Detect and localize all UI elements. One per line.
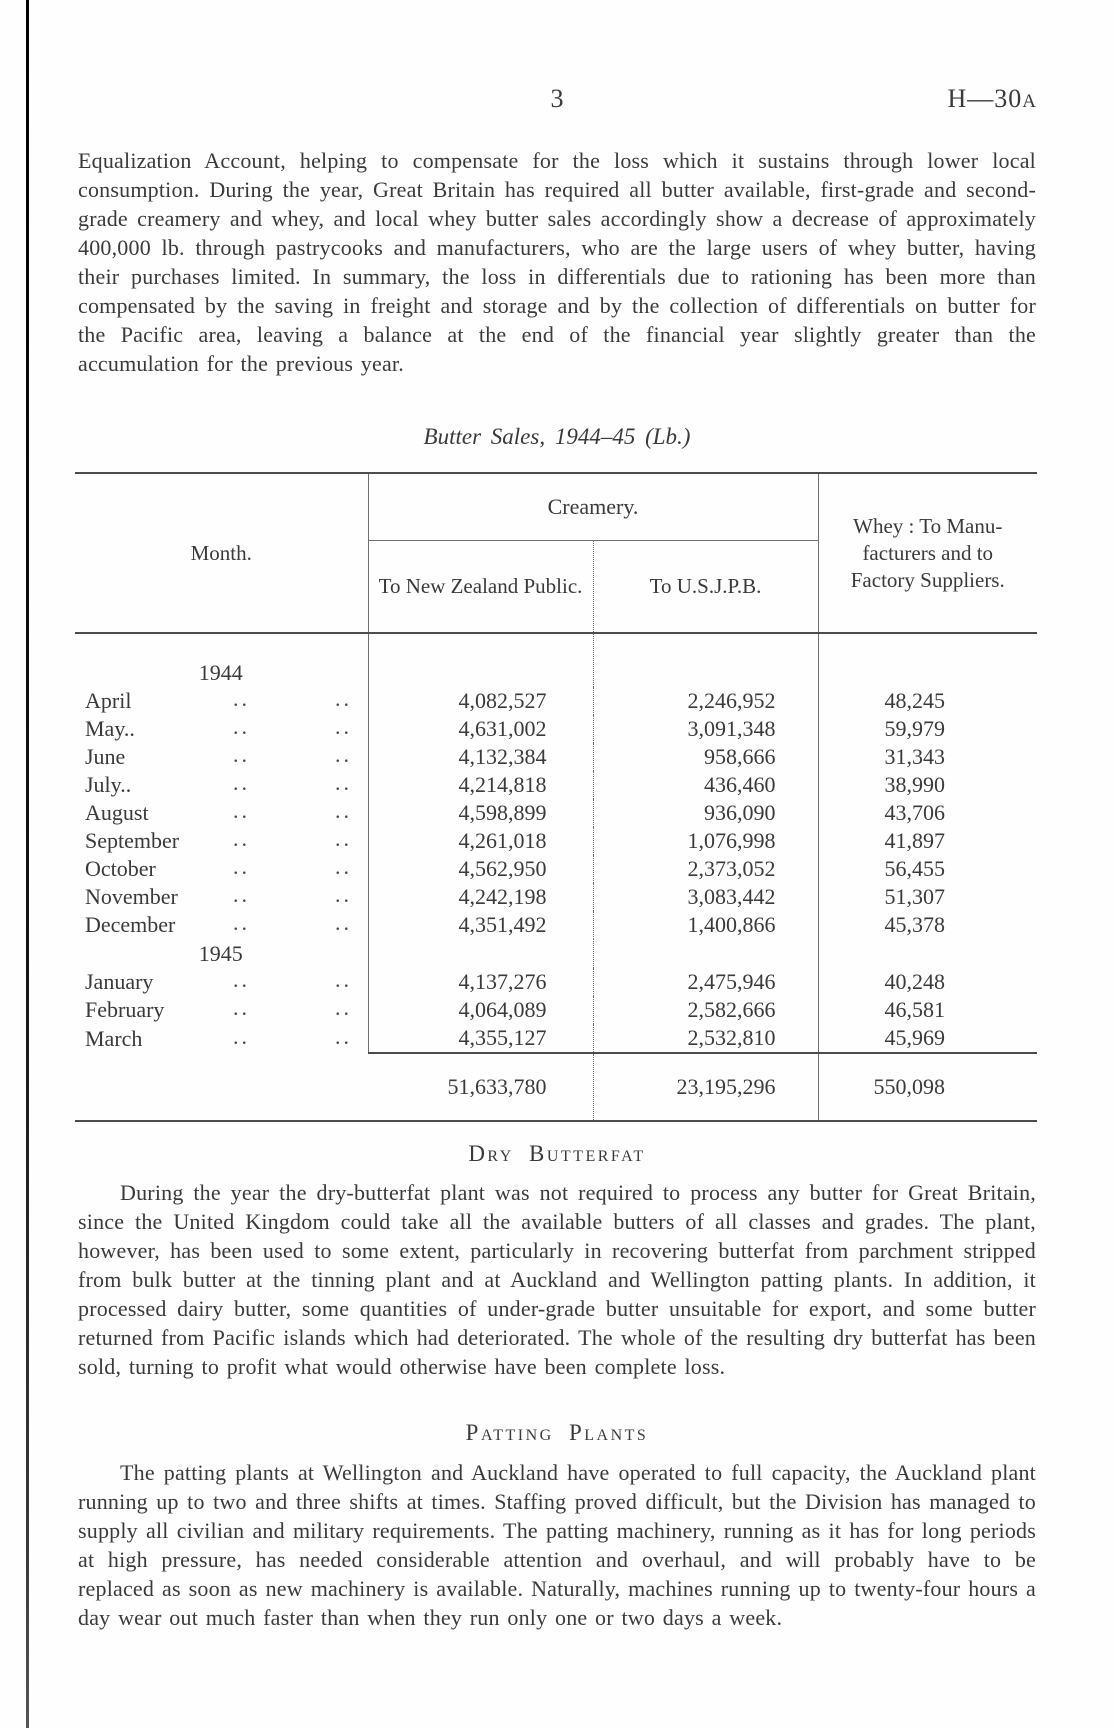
table-row <box>75 715 1037 743</box>
whey-value: 43,706 <box>884 800 945 825</box>
usjpb-value: 936,090 <box>593 799 818 827</box>
usjpb-value: 436,460 <box>593 771 818 799</box>
month-label: May.. <box>85 716 135 741</box>
dot-leader: .. <box>335 853 352 879</box>
table-row <box>75 968 1037 996</box>
nz-public-value: 4,631,002 <box>368 715 593 743</box>
nz-public-value: 4,562,950 <box>368 855 593 883</box>
nz-public-value: 4,242,198 <box>368 883 593 911</box>
whey-value: 45,969 <box>884 1025 945 1050</box>
whey-value: 41,897 <box>884 828 945 853</box>
month-label: June <box>85 744 126 769</box>
column-header-usjpb: To U.S.J.P.B. <box>593 541 818 634</box>
dot-leader: .. <box>233 685 250 711</box>
usjpb-value: 1,400,866 <box>593 911 818 939</box>
dot-leader: .. <box>233 741 250 767</box>
usjpb-value: 3,091,348 <box>593 715 818 743</box>
whey-total: 550,098 <box>818 1053 1037 1121</box>
table-row <box>75 771 1037 799</box>
nz-public-value: 4,214,818 <box>368 771 593 799</box>
year-label: 1944 <box>75 633 368 687</box>
month-label: August <box>85 800 149 825</box>
month-label: September <box>85 828 180 853</box>
table-row <box>75 911 1037 939</box>
table-row <box>75 743 1037 771</box>
dot-leader: .. <box>233 769 250 795</box>
whey-value: 46,581 <box>884 997 945 1022</box>
section-paragraph-patting-plants: The patting plants at Wellington and Auckland have operated to full capacity, the Auckland plant running up to two and three shifts at times. Staffing proved difficult, but the Division has managed to supply all civilian and military requirements. The patting machinery, running as it has for long periods at high pressure, has needed considerable attention and overhaul, and will probably have to be replaced as soon as new machinery is available. Naturally, machines running up to twenty-four hours a day wear out much faster than when they run only one or two days a week. <box>78 1460 1036 1630</box>
dot-leader: .. <box>335 966 352 992</box>
whey-value: 38,990 <box>884 772 945 797</box>
usjpb-value: 958,666 <box>593 743 818 771</box>
table-row <box>75 1024 1037 1053</box>
year-label: 1945 <box>75 939 368 968</box>
section-paragraph-dry-butterfat: During the year the dry-butterfat plant was not required to process any butter for Great Britain, since the United Kingdom could take all the available butters of all classes and grades. The plant, however, has been used to some extent, particularly in recovering butterfat from parchment stripped from bulk butter at the tinning plant and at Auckland and Wellington patting plants. In addition, it processed dairy butter, some quantities of under-grade butter unsuitable for export, and some butter returned from Pacific islands which had deteriorated. The whole of the resulting dry butterfat has been sold, turning to profit what would otherwise have been complete loss. <box>78 1180 1036 1379</box>
table-row <box>75 799 1037 827</box>
dot-leader: .. <box>233 853 250 879</box>
usjpb-value: 3,083,442 <box>593 883 818 911</box>
nz-public-value: 4,132,384 <box>368 743 593 771</box>
column-header-month: Month. <box>75 473 368 633</box>
month-label: February <box>85 997 165 1022</box>
nz-public-value: 4,137,276 <box>368 968 593 996</box>
usjpb-value: 1,076,998 <box>593 827 818 855</box>
nz-public-value: 4,598,899 <box>368 799 593 827</box>
month-label: March <box>85 1025 143 1051</box>
dot-leader: .. <box>335 769 352 795</box>
month-label: July.. <box>85 772 132 797</box>
dot-leader: .. <box>233 1023 250 1049</box>
usjpb-total: 23,195,296 <box>593 1053 818 1121</box>
table-row <box>75 883 1037 911</box>
dot-leader: .. <box>335 909 352 935</box>
dot-leader: .. <box>233 994 250 1020</box>
dot-leader: .. <box>335 797 352 823</box>
nz-public-value: 4,064,089 <box>368 996 593 1024</box>
intro-paragraph: Equalization Account, helping to compensate for the loss which it sustains through lower local consumption. During the year, Great Britain has required all butter available, first-grade and second-grade creamery and whey, and local whey butter sales accordingly show a decrease of approximately 400,000 lb. through pastrycooks and manufacturers, who are the large users of whey butter, having their purchases limited. In summary, the loss in differentials due to rationing has been more than compensated by the saving in freight and storage and by the collection of differentials on butter for the Pacific area, leaving a balance at the end of the financial year slightly greater than the accumulation for the previous year. <box>78 148 1036 376</box>
dot-leader: .. <box>233 966 250 992</box>
dot-leader: .. <box>233 825 250 851</box>
whey-value: 51,307 <box>884 884 945 909</box>
document-reference-main: H—30 <box>947 84 1023 113</box>
totals-row <box>75 1053 1037 1121</box>
month-label: April <box>85 688 132 713</box>
scan-binding-artifact <box>26 0 29 1728</box>
document-reference <box>947 84 1037 114</box>
month-label: November <box>85 884 178 909</box>
usjpb-value: 2,246,952 <box>593 687 818 715</box>
dot-leader: .. <box>335 881 352 907</box>
column-header-whey-line1: Whey : To Manu- <box>853 513 1003 538</box>
month-label: January <box>85 969 154 994</box>
column-header-whey-line2: facturers and to <box>862 540 994 565</box>
whey-value: 56,455 <box>884 856 945 881</box>
dot-leader: .. <box>233 713 250 739</box>
dot-leader: .. <box>335 825 352 851</box>
dot-leader: .. <box>335 685 352 711</box>
usjpb-value: 2,532,810 <box>593 1024 818 1053</box>
table-row <box>75 996 1037 1024</box>
page-number: 3 <box>550 84 565 113</box>
month-label: December <box>85 912 176 937</box>
nz-public-value: 4,082,527 <box>368 687 593 715</box>
page-header <box>78 84 1037 120</box>
table-row <box>75 855 1037 883</box>
month-label: October <box>85 856 156 881</box>
column-header-whey <box>818 473 1037 633</box>
dot-leader: .. <box>335 713 352 739</box>
whey-value: 31,343 <box>884 744 945 769</box>
dot-leader: .. <box>233 797 250 823</box>
column-header-whey-line3: Factory Suppliers. <box>850 567 1005 592</box>
column-header-creamery: Creamery. <box>368 473 818 541</box>
dot-leader: .. <box>335 741 352 767</box>
dot-leader: .. <box>335 994 352 1020</box>
nz-public-value: 4,355,127 <box>368 1024 593 1053</box>
year-subheading-row <box>75 939 1037 968</box>
section-heading-dry-butterfat: Dry Butterfat <box>468 1141 646 1166</box>
butter-sales-table <box>75 472 1037 1122</box>
dot-leader: .. <box>335 1023 352 1049</box>
dot-leader: .. <box>233 881 250 907</box>
nz-public-value: 4,351,492 <box>368 911 593 939</box>
nz-public-value: 4,261,018 <box>368 827 593 855</box>
table-row <box>75 827 1037 855</box>
year-subheading-row <box>75 633 1037 687</box>
column-header-nz-public: To New Zealand Public. <box>368 541 593 634</box>
usjpb-value: 2,373,052 <box>593 855 818 883</box>
table-title: Butter Sales, 1944–45 (Lb.) <box>423 424 691 449</box>
table-row <box>75 687 1037 715</box>
usjpb-value: 2,582,666 <box>593 996 818 1024</box>
dot-leader: .. <box>233 909 250 935</box>
usjpb-value: 2,475,946 <box>593 968 818 996</box>
document-reference-suffix: A <box>1022 91 1037 112</box>
nz-public-total: 51,633,780 <box>368 1053 593 1121</box>
section-heading-patting-plants: Patting Plants <box>465 1420 649 1445</box>
whey-value: 45,378 <box>884 912 945 937</box>
whey-value: 48,245 <box>884 688 945 713</box>
whey-value: 59,979 <box>884 716 945 741</box>
whey-value: 40,248 <box>884 969 945 994</box>
